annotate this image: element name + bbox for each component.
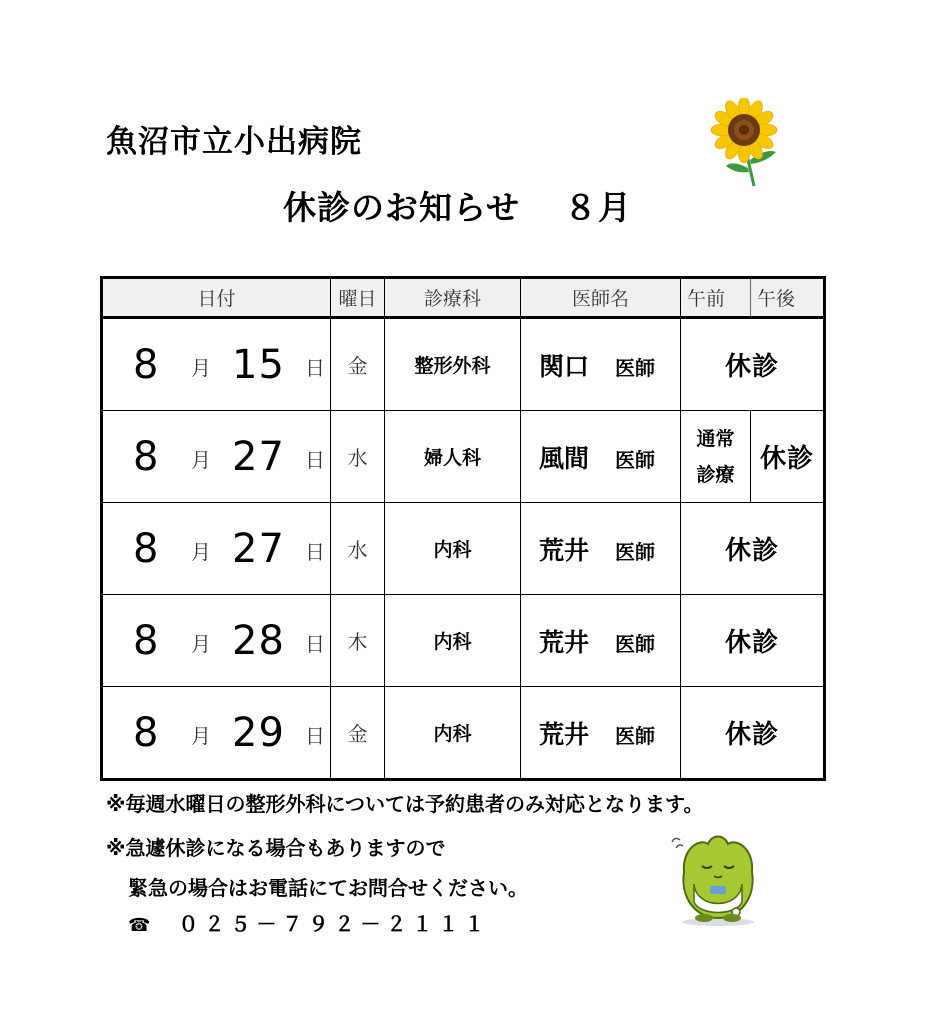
date-cell <box>103 411 330 502</box>
doctor-cell <box>521 503 681 595</box>
doctor-cell <box>521 595 681 687</box>
doctor-cell <box>521 318 681 411</box>
date-month: 8 <box>133 526 159 572</box>
doctor-title: 医師 <box>615 539 656 564</box>
department-cell: 内科 <box>385 595 521 687</box>
doctor-name: 関口 <box>539 351 590 381</box>
doctor-title: 医師 <box>615 447 656 472</box>
status-cell: 休診 <box>681 595 825 687</box>
header-date: 日付 <box>102 278 331 318</box>
date-month-unit: 月 <box>191 540 211 564</box>
header-doctor: 医師名 <box>521 278 681 318</box>
date-month-unit: 月 <box>191 724 211 748</box>
date-cell <box>103 687 330 778</box>
weekday-cell: 水 <box>331 411 385 503</box>
notice-title-text: 休診のお知らせ <box>283 188 521 227</box>
table-row <box>102 595 825 687</box>
doctor-name: 荒井 <box>539 627 590 657</box>
date-month-unit: 月 <box>191 632 211 656</box>
department-cell: 整形外科 <box>385 318 521 411</box>
date-month: 8 <box>133 342 159 388</box>
date-month: 8 <box>133 710 159 756</box>
am-status-cell <box>681 411 751 503</box>
notice-title <box>283 182 632 229</box>
date-day-unit: 日 <box>305 632 325 656</box>
department-cell: 内科 <box>385 687 521 780</box>
table-row <box>102 503 825 595</box>
sunflower-icon <box>704 98 786 190</box>
header-am: 午前 <box>681 278 751 318</box>
status-cell: 休診 <box>681 503 825 595</box>
pm-status-cell: 休診 <box>751 411 825 503</box>
weekday-cell: 水 <box>331 503 385 595</box>
doctor-cell <box>521 687 681 780</box>
date-cell <box>103 319 330 410</box>
weekday-cell: 金 <box>331 318 385 411</box>
hospital-name: 魚沼市立小出病院 <box>106 124 362 160</box>
date-day-unit: 日 <box>305 724 325 748</box>
header-department: 診療科 <box>385 278 521 318</box>
date-cell <box>103 503 330 594</box>
department-cell: 婦人科 <box>385 411 521 503</box>
mascot-icon <box>666 828 770 928</box>
doctor-title: 医師 <box>615 631 656 656</box>
am-status-line1: 通常 <box>696 427 735 450</box>
table-header-row <box>102 278 825 318</box>
header-pm: 午後 <box>751 278 825 318</box>
date-day: 28 <box>232 618 285 664</box>
date-day: 27 <box>232 434 285 480</box>
phone-number[interactable]: ０２５－７９２－２１１１ <box>178 912 491 936</box>
note-line-1: ※毎週水曜日の整形外科については予約患者のみ対応となります。 <box>106 792 704 816</box>
doctor-title: 医師 <box>615 723 656 748</box>
date-cell <box>103 595 330 686</box>
date-month-unit: 月 <box>191 448 211 472</box>
doctor-name: 荒井 <box>539 535 590 565</box>
table-row <box>102 411 825 503</box>
doctor-cell <box>521 411 681 503</box>
note-line-2: ※急遽休診になる場合もありますので <box>106 836 446 860</box>
status-cell: 休診 <box>681 687 825 780</box>
status-cell: 休診 <box>681 318 825 411</box>
telephone-icon: ☎ <box>128 915 151 936</box>
department-cell: 内科 <box>385 503 521 595</box>
doctor-title: 医師 <box>615 355 656 380</box>
date-day: 27 <box>232 526 285 572</box>
date-day: 29 <box>232 710 285 756</box>
notice-month: ８月 <box>564 188 633 227</box>
header-weekday: 曜日 <box>331 278 385 318</box>
date-day: 15 <box>232 342 285 388</box>
weekday-cell: 金 <box>331 687 385 780</box>
doctor-name: 荒井 <box>539 719 590 749</box>
date-day-unit: 日 <box>305 448 325 472</box>
schedule-table <box>100 276 826 781</box>
note-line-3: 緊急の場合はお電話にてお問合せください。 <box>128 876 528 900</box>
weekday-cell: 木 <box>331 595 385 687</box>
date-month: 8 <box>133 434 159 480</box>
doctor-name: 風間 <box>539 443 590 473</box>
date-day-unit: 日 <box>305 356 325 380</box>
table-row <box>102 687 825 780</box>
phone-line <box>128 908 490 937</box>
date-month: 8 <box>133 618 159 664</box>
am-status-line2: 診療 <box>696 463 735 486</box>
date-day-unit: 日 <box>305 540 325 564</box>
table-row <box>102 318 825 411</box>
date-month-unit: 月 <box>191 356 211 380</box>
